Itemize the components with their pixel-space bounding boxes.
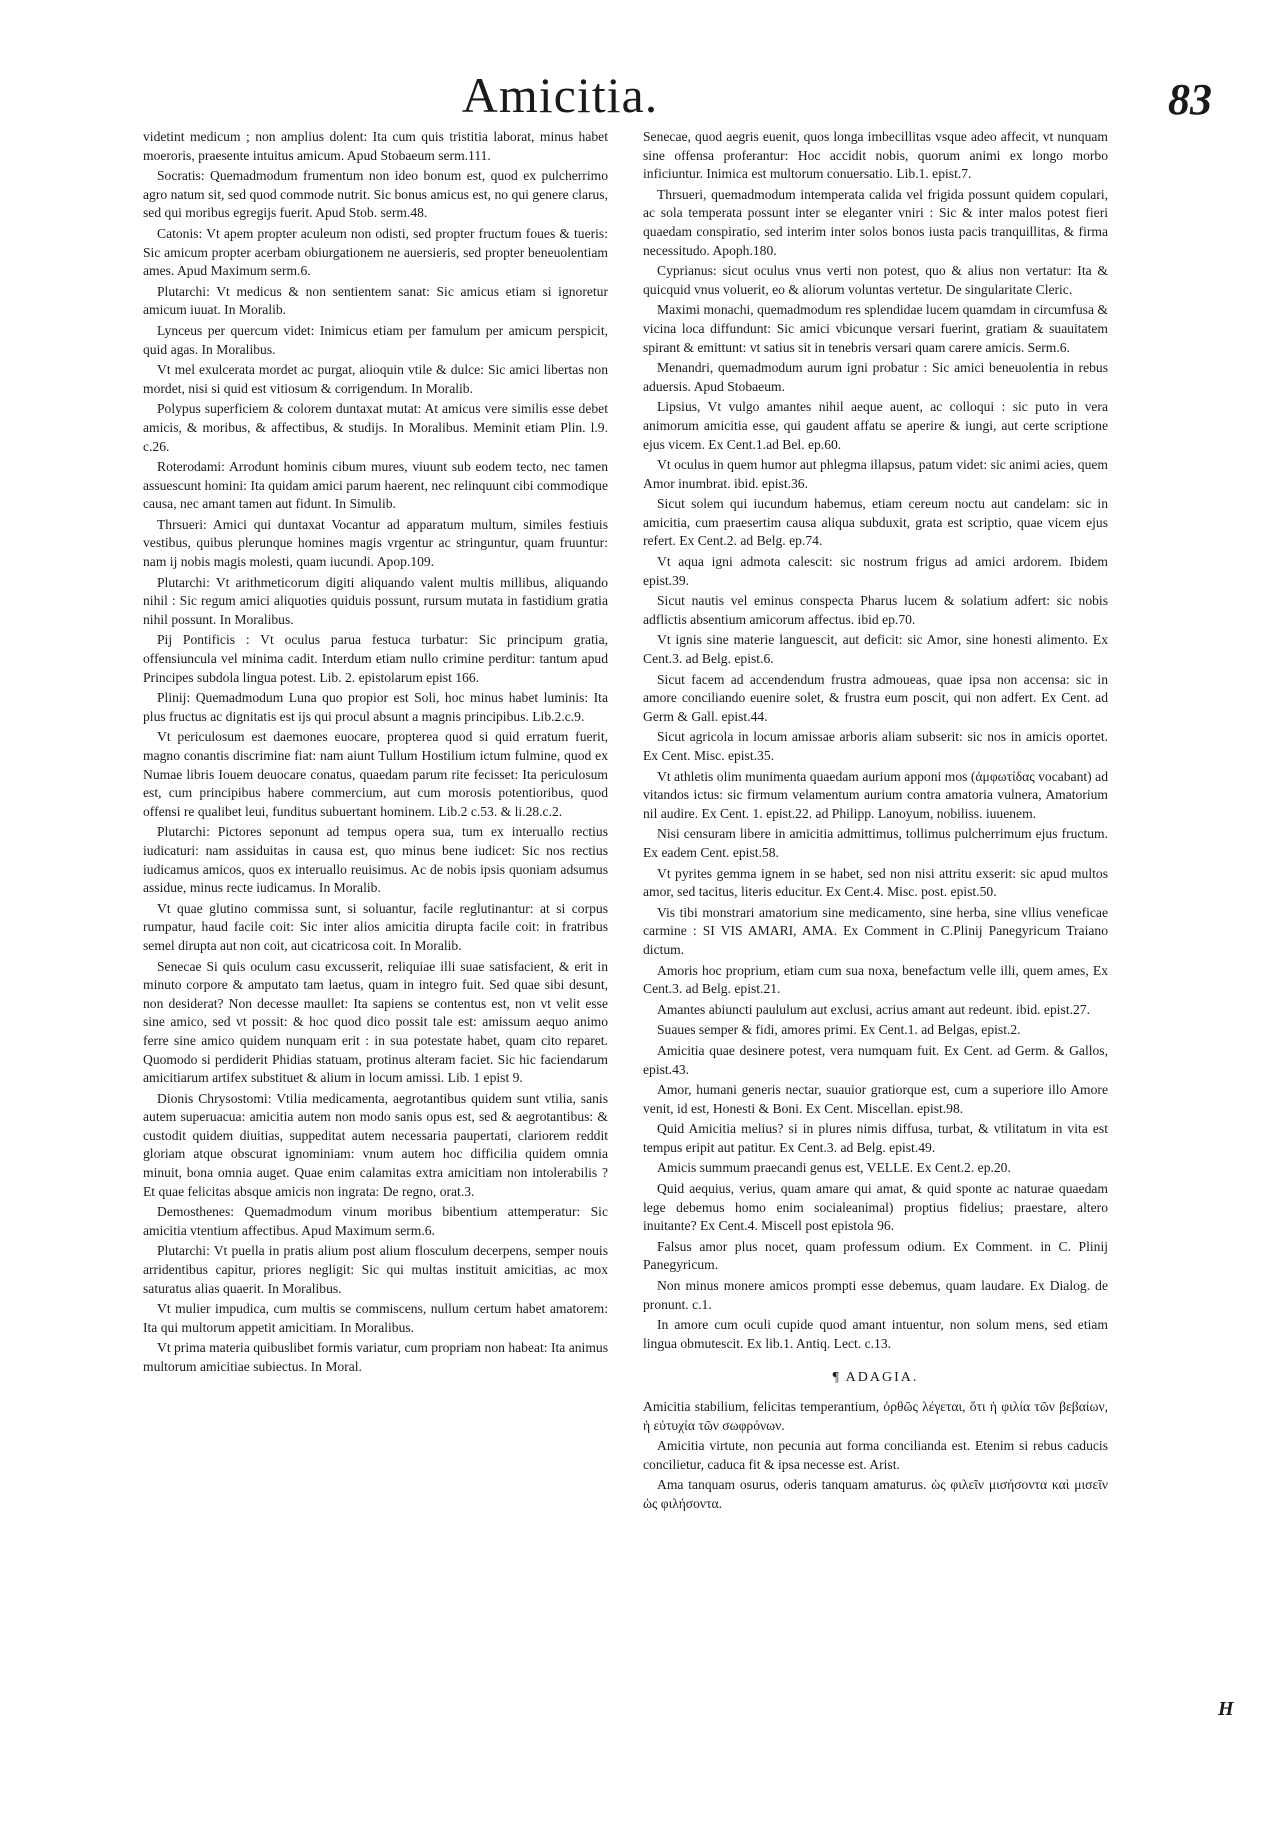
text-paragraph: Amicis summum praecandi genus est, VELLE. Ex Cent.2. ep.20. <box>657 1160 1011 1176</box>
text-paragraph: Sicut facem ad accendendum frustra admoueas, quae ipsa non accensa: sic in amore conciliando euenire solet, & frustra eum poscit, qui non adfert. Ex Cent. ad Germ & Gall. epist.44. <box>643 671 1108 724</box>
text-paragraph: Catonis: Vt apem propter aculeum non odisti, sed propter fructum foues & tueris: Sic amicum propter acerbam obiurgationem ne auersieris, sed propter beneuolentiam ames. Apud Maximum serm.6. <box>143 225 608 279</box>
text-paragraph: Vt aqua igni admota calescit: sic nostrum frigus ad amici ardorem. Ibidem epist.39. <box>643 554 1108 588</box>
text-paragraph: Pij Pontificis : Vt oculus parua festuca turbatur: Sic principum gratia, offensiuncula vel minima cadit. Interdum etiam nullo crimine perditur: tantum apud Principes subdola lingua potest. Lib. 2. epistolarum epist 166. <box>143 632 608 685</box>
text-paragraph: Vt athletis olim munimenta quaedam aurium apponi mos (ἀμφωτίδας vocabant) ad vitandos ictus: sic firmum velamentum aurium contra amatoria vulnera, Amatorium nil audire. Ex Cent. 1. epist.22. ad Philipp. Lanoyum, nobiliss. iuuenem. <box>643 768 1108 821</box>
adagia-entry: Ama tanquam osurus, oderis tanquam amaturus. ὡς φιλεῖν μισήσοντα καὶ μισεῖν ὡς φιλήσοντα. <box>643 1477 1108 1511</box>
text-paragraph: Quid aequius, verius, quam amare qui amat, & quid sponte ac naturae quaedam lege debemus homo enim socialeanimal) proptius fidelius; praestare, altero inuitante? Ex Cent.4. Miscell post epistola 96. <box>643 1181 1108 1234</box>
text-paragraph: Amicitia quae desinere potest, vera numquam fuit. Ex Cent. ad Germ. & Gallos, epist.43. <box>643 1042 1108 1077</box>
text-paragraph: Vt periculosum est daemones euocare, propterea quod si quid erratum fuerit, magno conantis discrimine fiat: nam aiunt Tullum Hostilium ictum fulmine, quod ex Numae libris Iouem deuocare conatus, quaedam parum rite fecisset: Ita periculosum est, cum principibus habere commercium, aut cum morosis potentioribus, quod offensi re qualibet leui, funditus subuertant hominem. Lib.2 c.53. & li.28.c.2. <box>143 729 608 819</box>
text-paragraph: In amore cum oculi cupide quod amant intuentur, non solum mens, sed etiam lingua obmutescit. Ex lib.1. Antiq. Lect. c.13. <box>643 1317 1108 1351</box>
text-paragraph: Lynceus per quercum videt: Inimicus etiam per famulum per amicum perspicit, quid agas. In Moralibus. <box>143 322 608 357</box>
text-paragraph: Thrsueri, quemadmodum intemperata calida vel frigida possunt quidem copulari, ac sola temperata possunt inter se eleganter vniri : Sic & inter malos potest fieri quaedam conspiratio, sed interim inter solos bonos iusta pacis tranquillitas, & firma necessitudo. Apoph.180. <box>643 186 1108 258</box>
text-paragraph: Vt pyrites gemma ignem in se habet, sed non nisi attritu exserit: sic apud multos amor, sed tacitus, literis educitur. Ex Cent.4. Misc. post. epist.50. <box>643 865 1108 900</box>
text-paragraph: Dionis Chrysostomi: Vtilia medicamenta, aegrotantibus quidem sunt vtilia, sanis autem superuacua: amicitia autem non modo sanis opus est, sed & aegrotantibus: & custodit quidem diuitias, suppeditat autem necessaria paupertati, clariorem reddit gloriam atque obscurat ignominiam: vnum autem hoc difficilia quidem omnia minuit, bona omnia auget. Quae enim calamitas extra amicitiam non intolerabilis ? Et quae felicitas absque amicis non ingrata: De regno, orat.3. <box>143 1090 608 1199</box>
text-paragraph: Plutarchi: Pictores seponunt ad tempus opera sua, tum ex interuallo rectius iudicaturi: nam assiduitas in causa est, quo minus bene iudicet: Sic nos rectius iudicamus amicos, quos ex interuallo reuisimus. Ac de nobis ipsis quoniam adsumus assidue, minus recte iudicamus. In Moralib. <box>143 824 608 896</box>
text-paragraph: Sicut nautis vel eminus conspecta Pharus lucem & solatium adfert: sic nobis adflictis absentium amicorum affectus. ibid ep.70. <box>643 593 1108 627</box>
text-paragraph: Plutarchi: Vt puella in pratis alium post alium flosculum decerpens, semper nouis arridentibus capitur, priores negligit: Sic qui multas instituit amicitias, ac mox saturatus alias quaerit. In Moralibus. <box>143 1243 608 1296</box>
text-paragraph: Menandri, quemadmodum aurum igni probatur : Sic amici beneuolentia in rebus aduersis. Apud Stobaeum. <box>643 360 1108 394</box>
text-paragraph: Vt quae glutino commissa sunt, si soluantur, facile reglutinantur: at si corpus rumpatur, haud facile coit: Sic inter alios amicitia dirupta facile coit: in fratribus semel dirupta aut non coit, aut cicatricosa coit. In Moralib. <box>143 900 608 953</box>
page-title: Amicitia. <box>461 67 659 123</box>
text-paragraph: Vis tibi monstrari amatorium sine medicamento, sine herba, sine vllius veneficae carmine : SI VIS AMARI, AMA. Ex Comment in C.Plinij Panegyricum Traiano dictum. <box>643 904 1108 957</box>
text-paragraph: Vt ignis sine materie languescit, aut deficit: sic Amor, sine honesti alimento. Ex Cent.3. ad Belg. epist.6. <box>643 632 1108 667</box>
text-paragraph: Vt mulier impudica, cum multis se commiscens, nullum certum habet amatorem: Ita qui multorum appetit amicitiam. In Moralibus. <box>143 1301 608 1335</box>
right-column <box>643 128 1108 1516</box>
text-paragraph: Plutarchi: Vt arithmeticorum digiti aliquando valent multis millibus, aliquando nihil : Sic regum amici aliquoties quiduis possunt, rursum mutata in fastidium gratia nihil possunt. In Moralibus. <box>143 574 608 627</box>
text-paragraph: videtint medicum ; non amplius dolent: Ita cum quis tristitia laborat, minus habet moeroris, praesente intuitus amicum. Apud Stobaeum serm.111. <box>143 129 608 163</box>
text-paragraph: Senecae Si quis oculum casu excusserit, reliquiae illi suae satisfacient, & erit in minuto corpore & amputato tam laetus, quam in integro fuit. Sed quae sibi desunt, non desiderat? Non decesse maullet: Ita sapiens se contentus est, non vt velit esse sine amico, sed vt possit: & hoc quod dico possit tale est: amissum aequo animo ferre sine amico quidem nunquam erit : in sua potestate habet, quam cito reparet. Quomodo si perdiderit Phidias statuam, protinus alteram faciet. Sic hic faciendarum amicitiarum artifex substituet & alium in locum amissi. Lib. 1 epist 9. <box>143 958 608 1086</box>
text-paragraph: Cyprianus: sicut oculus vnus verti non potest, quo & alius non vertatur: Ita & quicquid vnus voluerit, eo & aliorum voluntas vertetur. De singularitate Cleric. <box>643 263 1108 297</box>
text-paragraph: Maximi monachi, quemadmodum res splendidae lucem quamdam in circumfusa & vicina loca diffundunt: Sic amici vbicunque versari fuerint, gratiam & suauitatem spirant & emittunt: vt satius sit in tenebris versari quam carere amicis. Serm.6. <box>643 302 1108 355</box>
catchword: H <box>1218 1698 1234 1720</box>
text-paragraph: Amor, humani generis nectar, suauior gratiorque est, cum a superiore illo Amore venit, id est, Honesti & Boni. Ex Cent. Miscellan. epist.98. <box>643 1082 1108 1116</box>
text-paragraph: Lipsius, Vt vulgo amantes nihil aeque auent, ac colloqui : sic puto in vera animorum amicitia esse, qui gaudent affatu se aperire & iungi, aut certe scriptione ejus vicem. Ex Cent.1.ad Bel. ep.60. <box>643 399 1108 452</box>
adagia-section <box>643 1398 1108 1514</box>
text-paragraph: Non minus monere amicos prompti esse debemus, quam laudare. Ex Dialog. de pronunt. c.1. <box>643 1278 1108 1312</box>
text-paragraph: Plinij: Quemadmodum Luna quo propior est Soli, hoc minus habet luminis: Ita plus fructus ac dignitatis est ijs qui procul absunt a magnis principibus. Lib.2.c.9. <box>143 690 608 724</box>
text-paragraph: Demosthenes: Quemadmodum vinum moribus bibentium attemperatur: Sic amicitia vtentium affectibus. Apud Maximum serm.6. <box>143 1204 608 1238</box>
text-paragraph: Polypus superficiem & colorem duntaxat mutat: At amicus vere similis esse debet amicis, & moribus, & affectibus, & studijs. In Moralibus. Meminit etiam Plin. l.9. c.26. <box>143 401 608 454</box>
text-paragraph: Roterodami: Arrodunt hominis cibum mures, viuunt sub eodem tecto, nec tamen assuescunt homini: Ita quidam amici parum haerent, nec relinquunt cibi commodique causa, nec amant tamen aut fidunt. In Simulib. <box>143 459 608 512</box>
text-paragraph: Sicut solem qui iucundum habemus, etiam cereum noctu aut candelam: sic in amicitia, cum praesertim causa aliqua subduxit, grata est scriptio, quae vicem ejus refert. Ex Cent.2. ad Belg. ep.74. <box>643 496 1108 549</box>
text-paragraph: Vt prima materia quibuslibet formis variatur, cum propriam non habeat: Ita animus multorum amicitiae subiectus. In Moral. <box>143 1340 608 1374</box>
text-paragraph: Falsus amor plus nocet, quam professum odium. Ex Comment. in C. Plinij Panegyricum. <box>643 1238 1108 1273</box>
page-number: 83 <box>1168 75 1212 124</box>
text-paragraph: Senecae, quod aegris euenit, quos longa imbecillitas vsque adeo affecit, vt nunquam sine offensa proferantur: Hoc accidit nobis, quorum animi ex longo morbo inficiuntur. Inimica est multorum conuersatio. Lib.1. epist.7. <box>643 129 1108 182</box>
text-paragraph: Nisi censuram libere in amicitia admittimus, tollimus pulcherrimum ejus fructum. Ex eadem Cent. epist.58. <box>643 826 1108 860</box>
text-paragraph: Amoris hoc proprium, etiam cum sua noxa, benefactum velle illi, quem ames, Ex Cent.3. ad Belg. epist.21. <box>643 962 1108 997</box>
adagia-entry: Amicitia virtute, non pecunia aut forma concilianda est. Etenim si rebus caducis concilietur, caduca fit & ipsa necesse est. Arist. <box>643 1438 1108 1472</box>
text-paragraph: Vt mel exulcerata mordet ac purgat, alioquin vtile & dulce: Sic amici libertas non mordet, nisi si quid est vitiosum & corrigendum. In Moralib. <box>143 362 608 396</box>
text-paragraph: Sicut agricola in locum amissae arboris aliam subserit: sic nos in amicis oportet. Ex Cent. Misc. epist.35. <box>643 729 1108 763</box>
text-paragraph: Suaues semper & fidi, amores primi. Ex Cent.1. ad Belgas, epist.2. <box>657 1022 1021 1038</box>
adagia-entry: Amicitia stabilium, felicitas temperantium, ὀρθῶς λέγεται, ὅτι ἡ φιλία τῶν βεβαίων, ἡ εὐτυχία τῶν σωφρόνων. <box>643 1399 1108 1433</box>
text-paragraph: Amantes abiuncti paululum aut exclusi, acrius amant aut redeunt. ibid. epist.27. <box>657 1001 1091 1017</box>
text-paragraph: Quid Amicitia melius? si in plures nimis diffusa, turbat, & vtilitatum in vita est tempus eripit aut patitur. Ex Cent.3. ad Belg. epist.49. <box>643 1121 1108 1155</box>
adagia-heading: ¶ ADAGIA. <box>832 1370 919 1386</box>
text-paragraph: Thrsueri: Amici qui duntaxat Vocantur ad apparatum multum, similes festiuis vestibus, quibus plerunque homines magis vrgentur ac stringuntur, quam fruuntur: nam ij nobis magis molesti, quam iucundi. Apop.109. <box>143 516 608 570</box>
left-column <box>143 128 608 1379</box>
text-paragraph: Vt oculus in quem humor aut phlegma illapsus, patum videt: sic animi acies, quem Amor inumbrat. ibid. epist.36. <box>643 457 1108 491</box>
text-paragraph: Plutarchi: Vt medicus & non sentientem sanat: Sic amicus etiam si ignoretur amicum iuuat. In Moralib. <box>143 283 608 318</box>
text-paragraph: Socratis: Quemadmodum frumentum non ideo bonum est, quod ex pulcherrimo agro natum sit, sed quod commode nutrit. Sic bonus amicus est, no qui genere clarus, sed qui moribus egregijs fuerit. Apud Stob. serm.48. <box>143 168 608 221</box>
